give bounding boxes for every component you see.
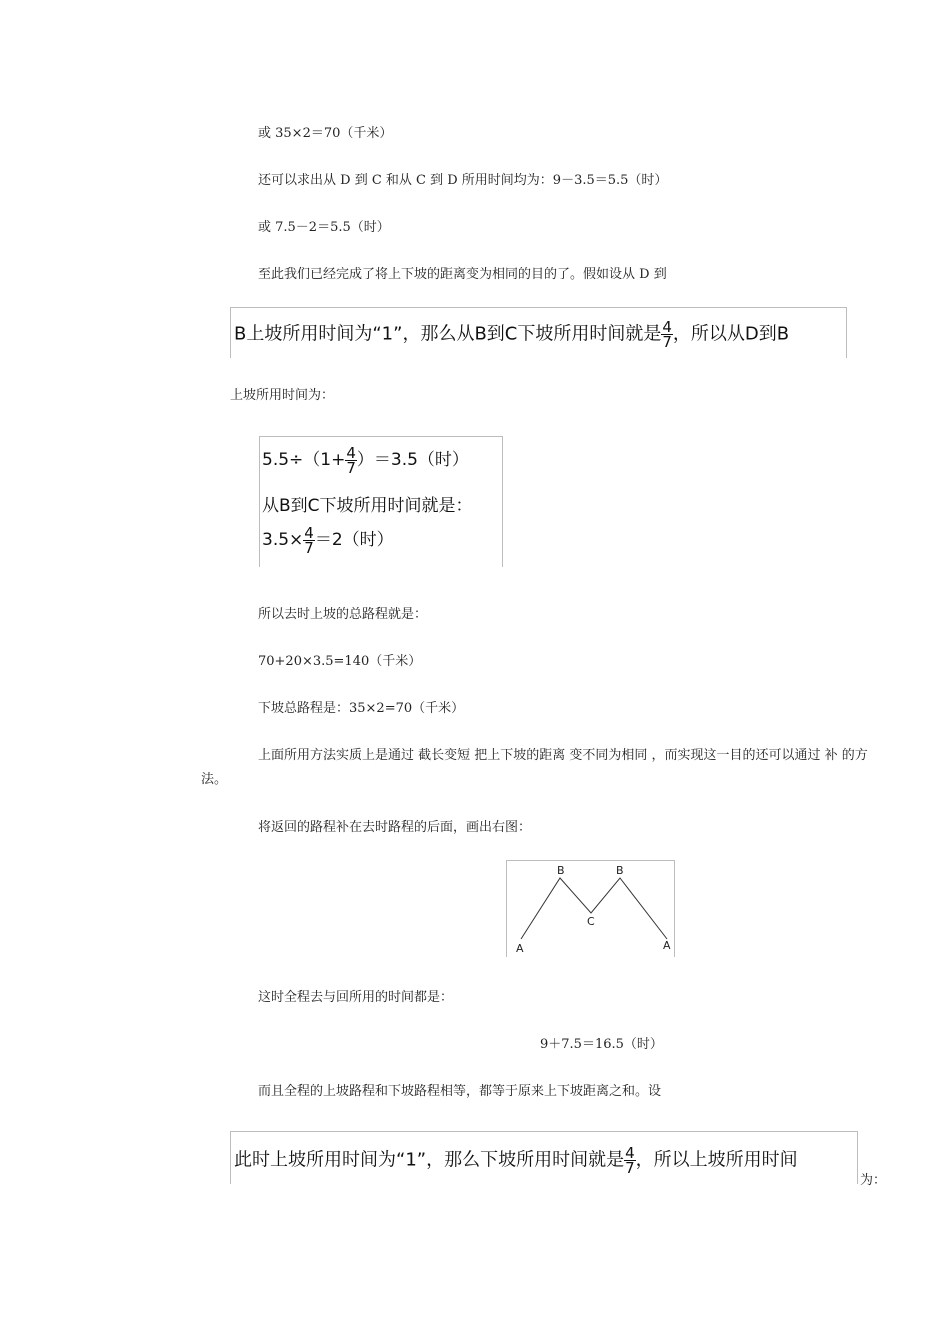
formula-3-text-b: ，所以上坡所用时间	[635, 1149, 798, 1171]
text-line-10: 将返回的路程补在去时路程的后面，画出右图：	[258, 820, 532, 835]
formula-image-2	[259, 436, 503, 567]
text-line-8: 下坡总路程是：35×2=70（千米）	[258, 701, 465, 716]
formula-image-1	[230, 307, 847, 358]
fraction-4-7: $\frac{4}{7}$	[346, 443, 356, 477]
text-line-11: 这时全程去与回所用的时间都是：	[258, 990, 454, 1005]
text-line-2: 还可以求出从 D 到 C 和从 C 到 D 所用时间均为：9－3.5＝5.5（时）	[258, 173, 668, 188]
formula-1-text-a: B上坡所用时间为“1”，那么从B到C下坡所用时间就是	[234, 323, 662, 345]
route-diagram	[506, 860, 675, 957]
text-line-14: 为：	[860, 1173, 887, 1188]
text-line-1: 或 35×2＝70（千米）	[258, 126, 393, 141]
text-line-12: 9＋7.5＝16.5（时）	[540, 1037, 663, 1052]
label-b-left: B	[557, 864, 565, 877]
label-b-right: B	[616, 864, 624, 877]
formula-3-content	[234, 1146, 798, 1175]
label-a-right: A	[663, 939, 671, 952]
text-line-9a: 上面所用方法实质上是通过 截长变短 把上下坡的距离 变不同为相同 ，而实现这一目的还可以通过 补 的方	[258, 748, 868, 763]
text-line-4: 至此我们已经完成了将上下坡的距离变为相同的目的了。假如设从 D 到	[258, 267, 667, 282]
fraction-4-7: $\frac{4}{7}$	[625, 1144, 635, 1177]
text-line-7: 70+20×3.5=140（千米）	[258, 654, 422, 669]
route-diagram-svg	[507, 861, 674, 957]
text-line-3: 或 7.5－2＝5.5（时）	[258, 220, 390, 235]
formula-1-content	[234, 320, 789, 349]
fraction-4-7: $\frac{4}{7}$	[304, 523, 314, 557]
text-line-13: 而且全程的上坡路程和下坡路程相等，都等于原来上下坡距离之和。设	[258, 1084, 662, 1099]
formula-2-row-1: 5.5÷（1+ $\frac{4}{7}$ ）＝3.5（时）	[262, 443, 469, 477]
text-line-5: 上坡所用时间为：	[230, 388, 335, 403]
route-path	[521, 878, 667, 939]
text-line-6: 所以去时上坡的总路程就是：	[258, 607, 428, 622]
formula-3-text-a: 此时上坡所用时间为“1”，那么下坡所用时间就是	[234, 1149, 625, 1171]
fraction-4-7: $\frac{4}{7}$	[662, 318, 672, 351]
formula-2-row-3: 3.5× $\frac{4}{7}$ ＝2（时）	[262, 523, 394, 557]
formula-image-3	[230, 1131, 858, 1184]
label-a-left: A	[516, 942, 524, 955]
label-c: C	[587, 915, 595, 928]
text-line-9b: 法。	[201, 772, 228, 787]
formula-1-text-b: ，所以从D到B	[672, 323, 790, 345]
formula-2-row-2: 从B到C下坡所用时间就是：	[262, 496, 473, 516]
